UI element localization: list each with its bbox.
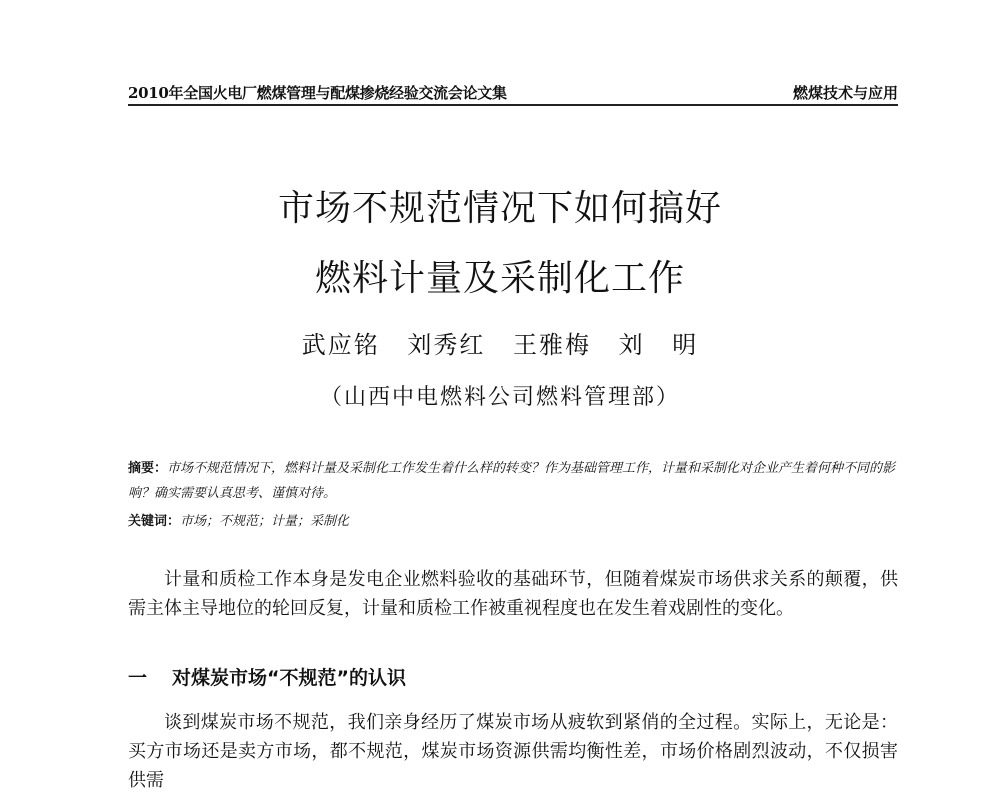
keywords-text: 市场；不规范；计量；采制化 <box>180 514 350 529</box>
paper-title-line-1: 市场不规范情况下如何搞好 <box>277 188 722 229</box>
section-title: 对煤炭市场“不规范”的认识 <box>172 667 406 689</box>
header-section-name: 燃煤技术与应用 <box>792 84 898 102</box>
body-paragraph-2: 谈到煤炭市场不规范，我们亲身经历了煤炭市场从疲软到紧俏的全过程。实际上，无论是：买方市场还是卖方市场，都不规范，煤炭市场资源供需均衡性差，市场价格剧烈波动，不仅损害供需 <box>128 712 898 791</box>
header-proceedings-title: 2010年全国火电厂燃煤管理与配煤掺烧经验交流会论文集 <box>128 84 507 102</box>
affiliation: （山西中电燃料公司燃料管理部） <box>319 385 680 410</box>
paper-title-line-2: 燃料计量及采制化工作 <box>314 258 685 299</box>
section-number: 一 <box>128 667 148 689</box>
abstract <box>128 456 898 506</box>
abstract-label: 摘要： <box>128 461 168 476</box>
running-header <box>128 82 898 106</box>
keywords <box>128 510 898 529</box>
keywords-label: 关键词： <box>128 514 181 529</box>
section-heading-1 <box>128 663 406 690</box>
authors: 武应铭 刘秀红 王雅梅 刘 明 <box>301 331 699 359</box>
body-paragraph-1: 计量和质检工作本身是发电企业燃料验收的基础环节，但随着煤炭市场供求关系的颠覆，供需主体主导地位的轮回反复，计量和质检工作被重视程度也在发生着戏剧性的变化。 <box>128 569 898 619</box>
abstract-text: 市场不规范情况下，燃料计量及采制化工作发生着什么样的转变？作为基础管理工作，计量和采制化对企业产生着何种不同的影响？确实需要认真思考、谨慎对待。 <box>128 461 896 501</box>
